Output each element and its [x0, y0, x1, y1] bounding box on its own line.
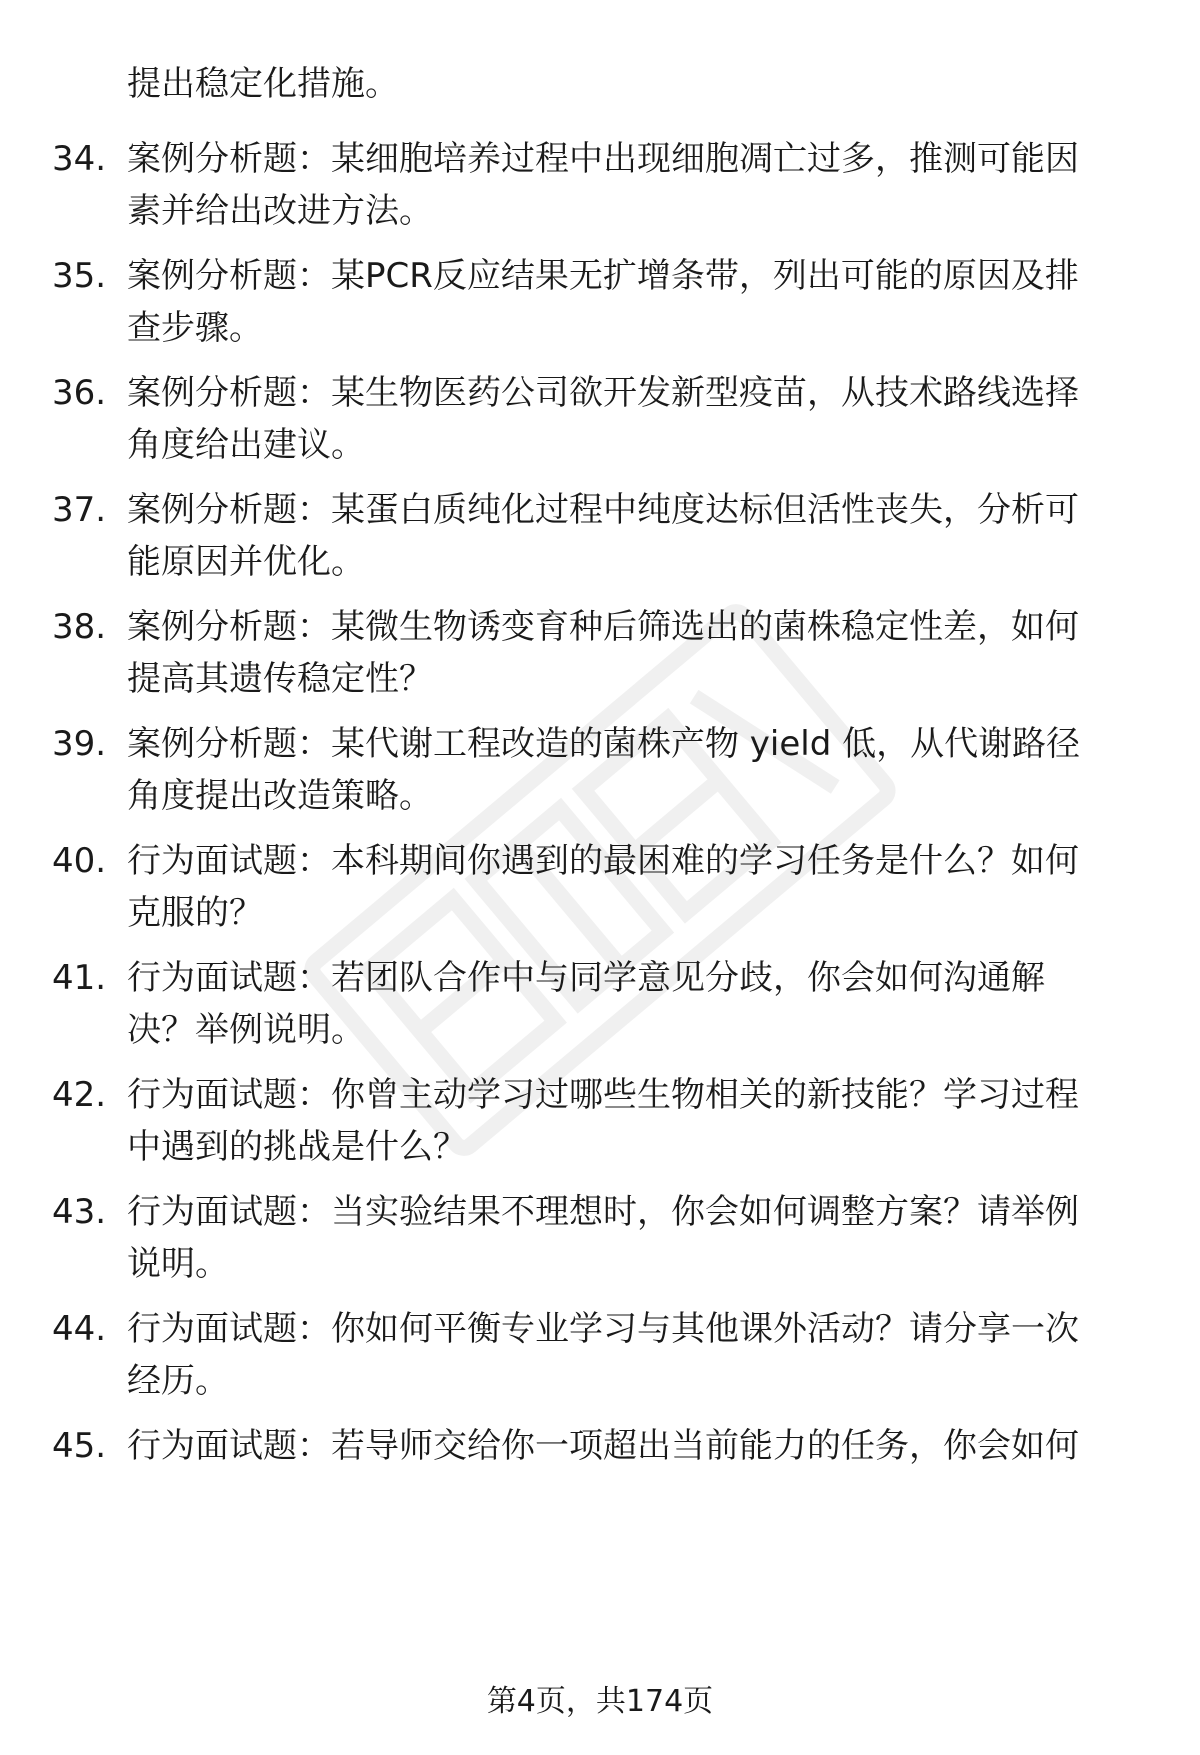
question-number: 39.: [52, 724, 107, 764]
question-number: 37.: [52, 490, 107, 530]
page-footer: 第4页，共174页: [486, 1684, 714, 1719]
question-text-line: 角度给出建议。: [127, 425, 365, 465]
question-text: [127, 1186, 1137, 1290]
continued-question-line: 提出稳定化措施。: [127, 64, 399, 104]
question-number: 34.: [52, 139, 107, 179]
question-number: 40.: [52, 841, 107, 881]
question-text-line: 能原因并优化。: [127, 542, 365, 582]
question-text-line: 中遇到的挑战是什么？: [127, 1127, 467, 1167]
question-text-line: 案例分析题：某微生物诱变育种后筛选出的菌株稳定性差，如何: [127, 607, 1079, 647]
question-number: 45.: [52, 1426, 107, 1466]
question-text: [127, 367, 1137, 471]
question-text-line: 素并给出改进方法。: [127, 191, 433, 231]
question-text-line: 克服的？: [127, 893, 263, 933]
question-number: 44.: [52, 1309, 107, 1349]
question-text-line: 案例分析题：某蛋白质纯化过程中纯度达标但活性丧失，分析可: [127, 490, 1079, 530]
question-text-line: 案例分析题：某代谢工程改造的菌株产物 yield 低，从代谢路径: [127, 724, 1081, 764]
question-text-line: 案例分析题：某细胞培养过程中出现细胞凋亡过多，推测可能因: [127, 139, 1079, 179]
question-text: [127, 601, 1137, 705]
question-text: [127, 484, 1137, 588]
question-text-line: 经历。: [127, 1361, 229, 1401]
question-text-line: 行为面试题：本科期间你遇到的最困难的学习任务是什么？如何: [127, 841, 1079, 881]
question-text: [127, 250, 1137, 354]
question-number: 38.: [52, 607, 107, 647]
question-text: [127, 133, 1137, 237]
question-text-line: 行为面试题：若团队合作中与同学意见分歧，你会如何沟通解: [127, 958, 1045, 998]
question-number: 43.: [52, 1192, 107, 1232]
question-text: [127, 835, 1137, 939]
question-text-line: 查步骤。: [127, 308, 263, 348]
question-text-line: 案例分析题：某生物医药公司欲开发新型疫苗，从技术路线选择: [127, 373, 1079, 413]
question-text-line: 行为面试题：你曾主动学习过哪些生物相关的新技能？学习过程: [127, 1075, 1079, 1115]
question-text: [127, 952, 1137, 1056]
question-number: 36.: [52, 373, 107, 413]
question-text-line: 提高其遗传稳定性？: [127, 659, 433, 699]
question-text-line: 行为面试题：你如何平衡专业学习与其他课外活动？请分享一次: [127, 1309, 1079, 1349]
question-text-line: 案例分析题：某PCR反应结果无扩增条带，列出可能的原因及排: [127, 256, 1079, 296]
question-text-line: 行为面试题：当实验结果不理想时，你会如何调整方案？请举例: [127, 1192, 1079, 1232]
question-number: 35.: [52, 256, 107, 296]
question-number: 42.: [52, 1075, 107, 1115]
question-text-line: 决？举例说明。: [127, 1010, 365, 1050]
question-text-line: 说明。: [127, 1244, 229, 1284]
question-text: [127, 1069, 1137, 1173]
question-number: 41.: [52, 958, 107, 998]
question-text: [127, 718, 1137, 822]
question-text: [127, 1420, 1137, 1472]
question-text-line: 行为面试题：若导师交给你一项超出当前能力的任务，你会如何: [127, 1426, 1079, 1466]
question-text: [127, 1303, 1137, 1407]
question-text-line: 角度提出改造策略。: [127, 776, 433, 816]
